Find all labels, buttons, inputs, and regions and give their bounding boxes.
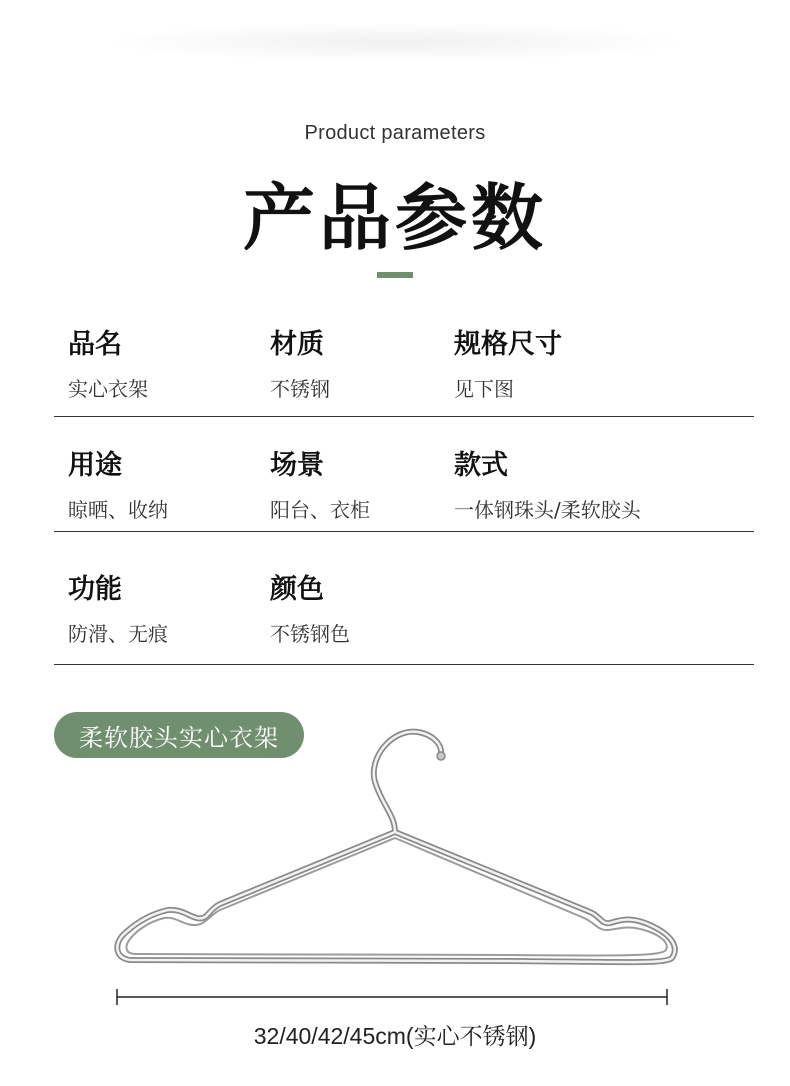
param-value: 实心衣架	[68, 377, 148, 401]
param-label: 规格尺寸	[454, 329, 562, 360]
row-divider	[54, 531, 754, 532]
param-cell-name	[68, 322, 148, 402]
param-cell-function	[68, 567, 168, 647]
param-cell-scene	[270, 443, 370, 523]
top-shadow	[100, 22, 690, 62]
row-divider	[54, 664, 754, 665]
param-value: 不锈钢色	[270, 622, 350, 646]
param-label: 功能	[68, 574, 122, 605]
param-label: 颜色	[270, 574, 324, 605]
param-value: 防滑、无痕	[68, 622, 168, 646]
page-title: 产品参数	[242, 176, 547, 260]
param-label: 品名	[68, 329, 122, 360]
param-value: 阳台、衣柜	[270, 498, 370, 522]
param-value: 不锈钢	[270, 377, 330, 401]
param-cell-style	[454, 443, 641, 523]
size-dimension-line	[116, 985, 668, 1009]
param-label: 款式	[454, 450, 508, 481]
param-label: 场景	[270, 450, 324, 481]
title-accent-bar	[377, 272, 413, 278]
param-cell-size	[454, 322, 562, 402]
product-badge: 柔软胶头实心衣架	[54, 712, 304, 758]
param-value: 晾晒、收纳	[68, 498, 168, 522]
param-cell-material	[270, 322, 330, 402]
param-value: 见下图	[454, 377, 514, 401]
param-label: 用途	[68, 450, 122, 481]
row-divider	[54, 416, 754, 417]
wire-hanger-icon	[110, 720, 690, 980]
param-value: 一体钢珠头/柔软胶头	[454, 498, 641, 522]
param-label: 材质	[270, 329, 324, 360]
param-cell-usage	[68, 443, 168, 523]
page-subtitle: Product parameters	[304, 122, 486, 144]
size-spec-text: 32/40/42/45cm(实心不锈钢)	[253, 1023, 537, 1049]
param-cell-color	[270, 567, 350, 647]
